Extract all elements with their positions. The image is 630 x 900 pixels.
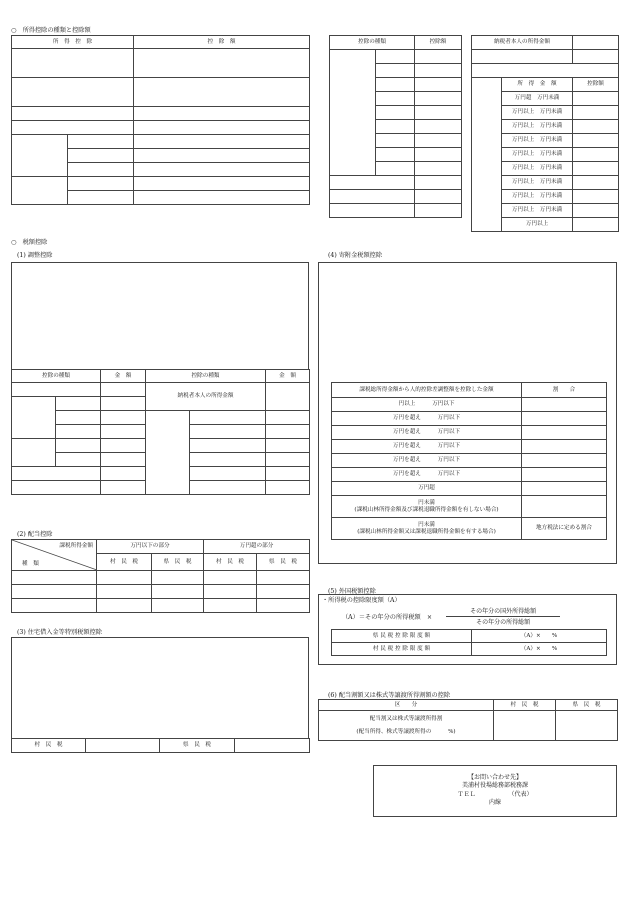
- table-cell: [376, 92, 415, 106]
- table-cell: [152, 599, 204, 613]
- table-cell: [56, 411, 101, 425]
- contact-heading: 【お問い合わせ先】: [467, 774, 522, 781]
- income-range-cell: 万円以上 万円未満: [502, 204, 573, 218]
- table-cell: [152, 585, 204, 599]
- table-cell: [101, 481, 146, 495]
- table-cell: [376, 50, 415, 64]
- village-limit-value: （A）× %: [472, 643, 607, 656]
- table-cell: [101, 411, 146, 425]
- table-cell: [204, 571, 257, 585]
- table-cell: [86, 739, 160, 753]
- table-cell: [522, 440, 607, 454]
- table-cell: [56, 397, 101, 411]
- table-cell: [415, 78, 462, 92]
- table-cell: [134, 191, 310, 205]
- contact-box: [373, 765, 617, 817]
- donation-rate-table: [331, 382, 607, 540]
- table-cell: [146, 411, 190, 495]
- table-cell: [68, 191, 134, 205]
- table-cell: [573, 190, 619, 204]
- contact-office: 美浦村役場総務部税務課: [461, 782, 528, 790]
- table-cell: [257, 599, 310, 613]
- dividend-deduction-heading: (2) 配当控除: [17, 531, 53, 538]
- table-cell: [573, 36, 619, 50]
- contact-phone: ＴＥＬ （代表）: [457, 790, 533, 798]
- dividend-equivalent-heading: (6) 配当割額又は株式等譲渡所得割額の控除: [328, 692, 451, 699]
- dividend-equivalent-cell: [319, 711, 494, 741]
- table-cell: [257, 585, 310, 599]
- local-tax-law-ratio: 地方税法に定める割合: [522, 518, 607, 540]
- table-cell: [204, 585, 257, 599]
- table-cell: [235, 739, 310, 753]
- table-cell: [573, 148, 619, 162]
- adjustment-amount-header-2: 金 額: [266, 370, 310, 383]
- table-cell: [376, 78, 415, 92]
- table-cell: [204, 599, 257, 613]
- table-cell: [101, 383, 146, 397]
- table-cell: [56, 425, 101, 439]
- housing-loan-box: [11, 637, 309, 739]
- table-cell: [573, 176, 619, 190]
- table-cell: [330, 190, 415, 204]
- dividend-corner-cell: [12, 540, 97, 571]
- table-cell: [573, 204, 619, 218]
- table-cell: [101, 439, 146, 453]
- table-cell: [134, 149, 310, 163]
- donation-amount-header: 課税総所得金額から人的控除差調整額を控除した金額: [332, 383, 522, 398]
- table-cell: [415, 190, 462, 204]
- table-cell: [415, 176, 462, 190]
- table-cell: [494, 711, 556, 741]
- income-range-cell: 万円以上 万円未満: [502, 190, 573, 204]
- table-cell: [190, 439, 266, 453]
- taxable-income-label: 課税所得金額: [59, 543, 93, 549]
- donation-range-cell-forest: [332, 518, 522, 540]
- dividend-equivalent-line2: (配当所得、株式等譲渡所得の %): [356, 728, 456, 735]
- donation-range-cell: 万円を超え 万円以下: [332, 440, 522, 454]
- foreign-tax-limit-table: [331, 629, 607, 656]
- taxpayer-income-header: 納税者本人の所得金額: [472, 36, 573, 50]
- table-cell: [573, 134, 619, 148]
- formula-fraction: [446, 606, 560, 626]
- table-cell: [376, 162, 415, 176]
- kind-label: 種 類: [22, 560, 39, 567]
- table-cell: [415, 148, 462, 162]
- table-cell: [68, 163, 134, 177]
- table-cell: [376, 148, 415, 162]
- village-tax-label: 村 民 税: [12, 739, 86, 753]
- table-cell: [134, 107, 310, 121]
- table-cell: [573, 162, 619, 176]
- table-cell: [152, 571, 204, 585]
- table-cell: [415, 50, 462, 64]
- table-cell: [376, 64, 415, 78]
- table-cell: [522, 496, 607, 518]
- table-cell: [134, 49, 310, 78]
- deduction-type-table: [329, 35, 462, 218]
- income-range-cell: 万円以上 万円未満: [502, 120, 573, 134]
- over-part-header: 万円超の部分: [204, 540, 310, 554]
- under-yen-label: 円未満: [418, 500, 435, 507]
- income-range-cell: 万円超 万円未満: [502, 92, 573, 106]
- table-cell: [134, 177, 310, 191]
- no-forest-income-note: (課税山林所得金額及び課税退職所得金額を有しない場合): [354, 506, 499, 513]
- prefecture-tax-header: 県 民 税: [152, 554, 204, 571]
- table-cell: [415, 204, 462, 218]
- table-cell: [12, 121, 134, 135]
- donation-range-cell: 万円超: [332, 482, 522, 496]
- table-cell: [56, 453, 101, 467]
- village-tax-header: 村 民 税: [97, 554, 152, 571]
- contact-extension: 内線: [488, 799, 501, 807]
- table-cell: [415, 120, 462, 134]
- formula-numerator: その年分の国外所得総額: [446, 606, 560, 617]
- table-cell: [573, 92, 619, 106]
- table-cell: [56, 439, 101, 453]
- table-cell: [573, 50, 619, 64]
- table-cell: [101, 397, 146, 411]
- table-cell: [573, 106, 619, 120]
- income-deduction-header: 控除額: [573, 78, 619, 92]
- adjustment-deduction-table: [11, 369, 310, 495]
- table-cell: [97, 571, 152, 585]
- donation-range-cell: 万円を超え 万円以下: [332, 454, 522, 468]
- prefecture-tax-header-2: 県 民 税: [257, 554, 310, 571]
- table-cell: [472, 78, 502, 232]
- prefecture-tax-header: 県 民 税: [556, 700, 618, 711]
- village-limit-label: 村 民 税 控 除 限 度 額: [332, 643, 472, 656]
- table-cell: [415, 64, 462, 78]
- table-cell: [376, 106, 415, 120]
- table-cell: [266, 467, 310, 481]
- income-range-cell: 万円以上 万円未満: [502, 106, 573, 120]
- table-cell: [12, 397, 56, 439]
- table-cell: [12, 585, 97, 599]
- table-cell: [97, 585, 152, 599]
- formula-denominator: その年分の所得総額: [476, 619, 531, 626]
- donation-deduction-heading: (4) 寄附金税額控除: [328, 252, 383, 259]
- table-cell: [376, 134, 415, 148]
- adjustment-deduction-box: [11, 262, 309, 370]
- adjustment-type-header-2: 控除の種類: [146, 370, 266, 383]
- table-cell: [12, 135, 68, 177]
- housing-loan-table: [11, 738, 310, 753]
- table-cell: [134, 135, 310, 149]
- table-cell: [266, 453, 310, 467]
- donation-ratio-header: 割 合: [522, 383, 607, 398]
- income-tax-limit-label: ・所得税の控除限度額（A）: [322, 597, 401, 604]
- table-cell: [190, 453, 266, 467]
- table-cell: [573, 218, 619, 232]
- table-cell: [556, 711, 618, 741]
- under-part-header: 万円以下の部分: [97, 540, 204, 554]
- table-cell: [330, 50, 376, 176]
- dividend-equivalent-table: [318, 699, 618, 741]
- prefecture-limit-value: （A）× %: [472, 630, 607, 643]
- table-cell: [12, 481, 101, 495]
- amount-col-header: 控 除 額: [134, 36, 310, 49]
- table-cell: [415, 134, 462, 148]
- table-cell: [12, 599, 97, 613]
- table-cell: [12, 78, 134, 107]
- under-yen-label-2: 円未満: [418, 522, 435, 529]
- table-cell: [101, 467, 146, 481]
- donation-range-cell: 万円を超え 万円以下: [332, 412, 522, 426]
- table-cell: [68, 135, 134, 149]
- foreign-tax-formula: [342, 605, 560, 627]
- adjustment-type-header: 控除の種類: [12, 370, 101, 383]
- deduction-type-header: 控除の種類: [330, 36, 415, 50]
- table-cell: [68, 177, 134, 191]
- table-cell: [266, 383, 310, 411]
- income-deduction-heading: ○ 所得控除の種類と控除額: [11, 27, 91, 34]
- table-cell: [190, 467, 266, 481]
- deduction-col-header: 所 得 控 除: [12, 36, 134, 49]
- table-cell: [12, 177, 68, 205]
- tax-credit-heading: ○ 税額控除: [11, 239, 48, 246]
- income-amount-header: 所 得 金 額: [502, 78, 573, 92]
- donation-range-cell: 万円を超え 万円以下: [332, 468, 522, 482]
- table-cell: [376, 120, 415, 134]
- table-cell: [522, 412, 607, 426]
- adjustment-amount-header: 金 額: [101, 370, 146, 383]
- table-cell: [472, 50, 573, 64]
- table-cell: [266, 439, 310, 453]
- table-cell: [134, 163, 310, 177]
- prefecture-tax-label: 県 民 税: [160, 739, 235, 753]
- table-cell: [522, 426, 607, 440]
- table-cell: [134, 78, 310, 107]
- table-cell: [101, 453, 146, 467]
- income-range-cell: 万円以上 万円未満: [502, 134, 573, 148]
- table-cell: [190, 425, 266, 439]
- table-cell: [415, 92, 462, 106]
- table-cell: [472, 64, 619, 78]
- table-cell: [190, 411, 266, 425]
- donation-range-cell: 万円を超え 万円以下: [332, 426, 522, 440]
- table-cell: [12, 49, 134, 78]
- table-cell: [522, 482, 607, 496]
- foreign-tax-heading: (5) 外国税額控除: [328, 588, 376, 595]
- income-range-cell: 万円以上 万円未満: [502, 176, 573, 190]
- table-cell: [134, 121, 310, 135]
- table-cell: [97, 599, 152, 613]
- table-cell: [330, 176, 415, 190]
- adjustment-deduction-heading: (1) 調整控除: [17, 252, 53, 259]
- table-cell: [12, 571, 97, 585]
- table-cell: [522, 454, 607, 468]
- taxpayer-income-label: 納税者本人の所得金額: [146, 383, 266, 411]
- table-cell: [415, 106, 462, 120]
- taxpayer-income-table: [471, 35, 619, 232]
- table-cell: [522, 398, 607, 412]
- table-cell: [101, 425, 146, 439]
- village-tax-header: 村 民 税: [494, 700, 556, 711]
- table-cell: [257, 571, 310, 585]
- forest-income-note: (課税山林所得金額又は課税退職所得金額を有する場合): [357, 528, 496, 535]
- table-cell: [12, 107, 134, 121]
- income-range-cell: 万円以上: [502, 218, 573, 232]
- table-cell: [12, 467, 101, 481]
- table-cell: [330, 204, 415, 218]
- village-tax-header-2: 村 民 税: [204, 554, 257, 571]
- table-cell: [266, 411, 310, 425]
- table-cell: [415, 162, 462, 176]
- donation-range-cell-no-forest: [332, 496, 522, 518]
- deduction-amount-header: 控除額: [415, 36, 462, 50]
- table-cell: [190, 481, 266, 495]
- income-range-cell: 万円以上 万円未満: [502, 162, 573, 176]
- table-cell: [12, 439, 56, 467]
- donation-range-cell: 円以上 万円以下: [332, 398, 522, 412]
- table-cell: [522, 468, 607, 482]
- income-range-cell: 万円以上 万円未満: [502, 148, 573, 162]
- category-header: 区 分: [319, 700, 494, 711]
- income-deduction-table: [11, 35, 310, 205]
- formula-left: （A）＝その年分の所得税額 ×: [342, 613, 433, 621]
- housing-loan-heading: (3) 住宅借入金等特別税額控除: [17, 629, 102, 636]
- table-cell: [573, 120, 619, 134]
- table-cell: [266, 425, 310, 439]
- table-cell: [12, 383, 101, 397]
- dividend-equivalent-line1: 配当割又は株式等譲渡所得割: [369, 716, 443, 723]
- table-cell: [266, 481, 310, 495]
- table-cell: [68, 149, 134, 163]
- prefecture-limit-label: 県 民 税 控 除 限 度 額: [332, 630, 472, 643]
- dividend-deduction-table: [11, 539, 310, 613]
